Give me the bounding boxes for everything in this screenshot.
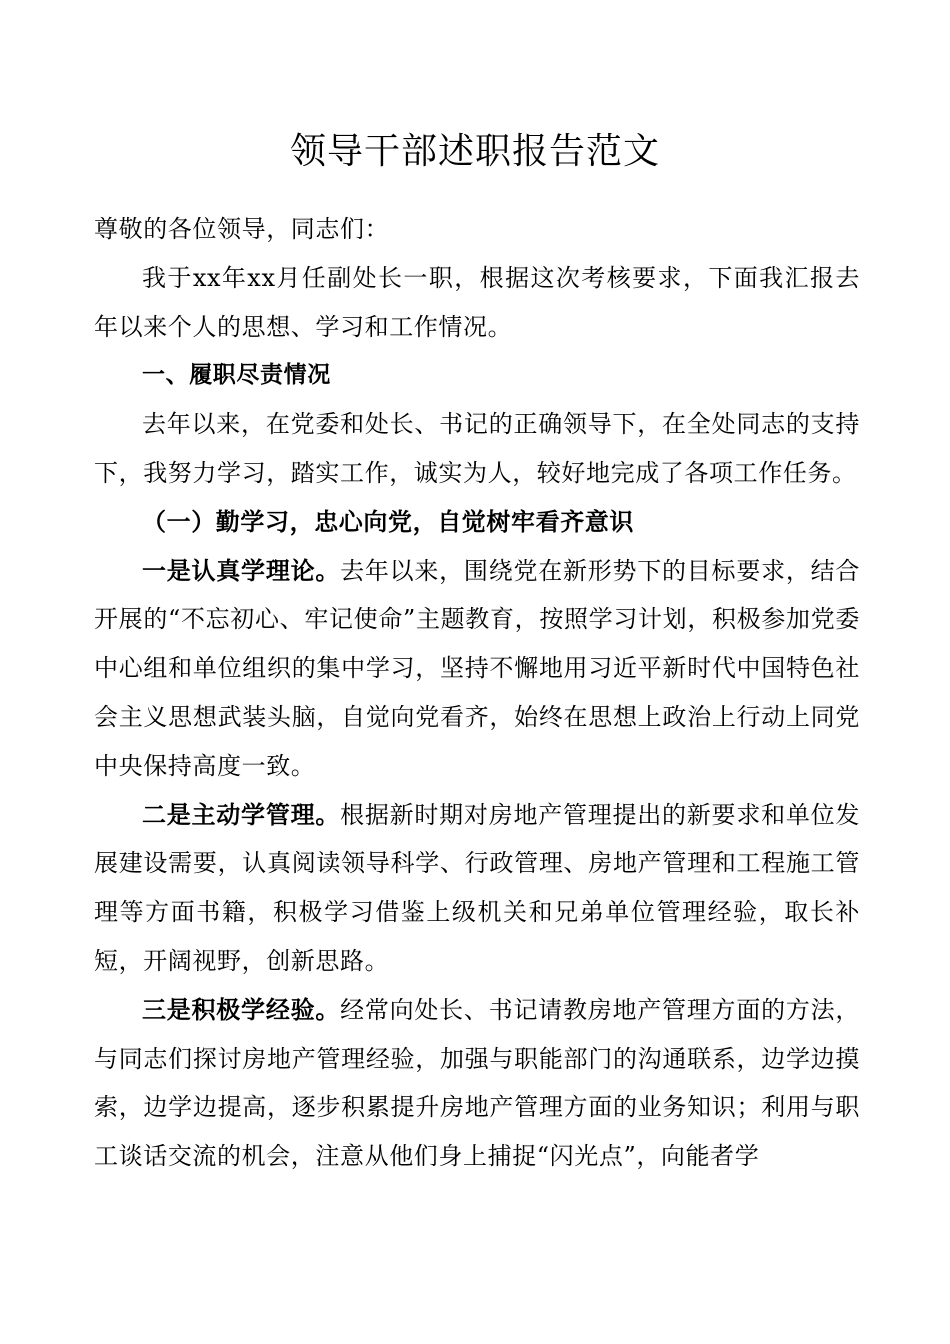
document-body <box>94 205 860 1181</box>
subsection-heading: （一）勤学习，忠心向党，自觉树牢看齐意识 <box>142 506 634 536</box>
intro-paragraph: 我于xx年xx月任副处长一职，根据这次考核要求，下面我汇报去年以来个人的思想、学习和工作情况。 <box>94 263 860 341</box>
item-text-2: 根据新时期对房地产管理提出的新要求和单位发展建设需要，认真阅读领导科学、行政管理、房地产管理和工程施工管理等方面书籍，积极学习借鉴上级机关和兄弟单位管理经验，取长补短，开阔视野，创新思路。 <box>94 800 860 975</box>
section-paragraph: 去年以来，在党委和处长、书记的正确领导下，在全处同志的支持下，我努力学习，踏实工作，诚实为人，较好地完成了各项工作任务。 <box>94 410 860 487</box>
item-text-3: 经常向处长、书记请教房地产管理方面的方法，与同志们探讨房地产管理经验，加强与职能部门的沟通联系，边学边摸索，边学边提高，逐步积累提升房地产管理方面的业务知识；利用与职工谈话交流的机会，注意从他们身上捕捉“闪光点”，向能者学 <box>94 995 860 1171</box>
document-title: 领导干部述职报告范文 <box>289 131 660 172</box>
item-paragraph-2 <box>94 791 860 986</box>
item-text-1: 去年以来，围绕党在新形势下的目标要求，结合开展的“不忘初心、牢记使命”主题教育，按照学习计划，积极参加党委中心组和单位组织的集中学习，坚持不懈地用习近平新时代中国特色社会主义思想武装头脑，自觉向党看齐，始终在思想上政治上行动上同党中央保持高度一致。 <box>94 556 860 780</box>
item-lead-3: 三是积极学经验。 <box>142 994 341 1024</box>
item-lead-1: 一是认真学理论。 <box>142 555 341 585</box>
section-heading: 一、履职尽责情况 <box>142 362 331 389</box>
item-paragraph-3 <box>94 986 860 1181</box>
item-paragraph-1 <box>94 547 860 791</box>
item-lead-2: 二是主动学管理。 <box>142 799 341 829</box>
salutation: 尊敬的各位领导，同志们： <box>94 215 390 243</box>
